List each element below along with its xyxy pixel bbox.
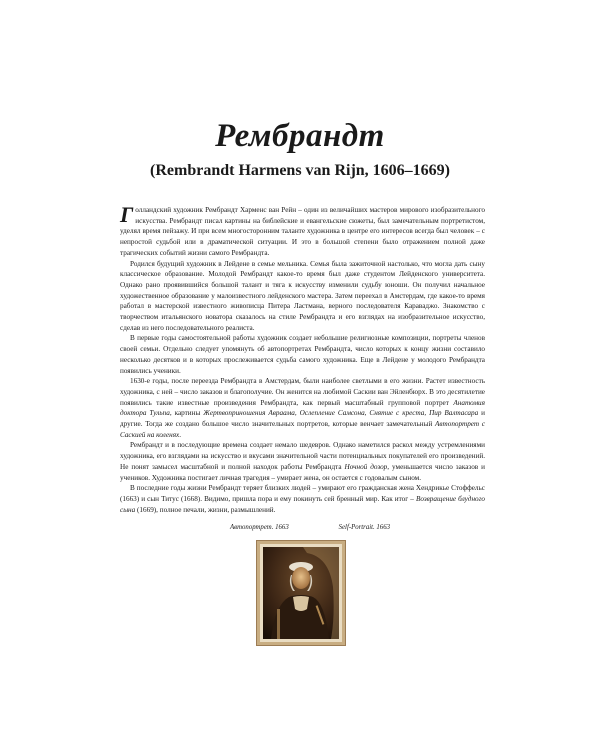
paragraph-4: 1630-е годы, после переезда Рембрандта в Амстердам, были наиболее светлыми в его жизни. Растет известность художника, с ней – число заказов и благополучие. Он женится на любимой Саскии ван Эйленбюрх. В это десятилетие появились такие известные произведения Рембрандта, как первый масштабный групповой портрет Анатомия доктора Тульпа, картины Жертвоприношения Авраама, Ослепление Самсона, Снятие с креста, Пир Валтасара и другие. Тогда же создано большое число значительных портретов, которые венчает замечательный Автопортрет с Саскией на коленях. bbox=[120, 377, 485, 439]
paragraph-2: Родился будущий художник в Лейдене в семье мельника. Семья была зажиточной настолько, что могла дать сыну классическое образование. Молодой Рембрандт какое-то время был даже студентом Лейденского университета. Однако рано проявившийся большой талант и тяга к искусству изменили судьбу юноши. Он получил начальное художественное образование у малоизвестного лейденского мастера. Затем переехал в Амстердам, где какое-то время работал в мастерской известного живописца Питера Ластмана, верного последователя Караваджо. Знакомство с творчеством итальянского новатора сказалось на стиле Рембрандта и его взглядах на изобразительное искусство, сделав из него последовательного реалиста. bbox=[120, 259, 485, 332]
page-title: Рембрандт bbox=[215, 118, 385, 154]
article-body bbox=[120, 202, 486, 515]
paragraph-6: В последние годы жизни Рембрандт теряет близких людей – умирают его гражданская жена Хендрикье Стоффельс (1663) и сын Титус (1668). Видимо, пришла пора и ему покинуть сей бренный мир. Как итог – Возвращение блудного сына (1669), полное печали, жизни, размышлений. bbox=[120, 484, 486, 514]
paragraph-5: Рембрандт и в последующие времена создает немало шедевров. Однако наметился раскол между устремлениями художника, его взглядами на искусство и вкусами значительной части потенциальных покупателей его произведений. Не понят замысел масштабной и полной находок работы Рембрандта Ночной дозор, уменьшается число заказов и учеников. Художника постигает личная трагедия – умирает жена, он остается с годовалым сыном. bbox=[120, 441, 485, 482]
paragraph-1: Голландский художник Рембрандт Харменс ван Рейн – один из величайших мастеров мирового изобразительного искусства. Рембрандт писал картины на библейские и евангельские сюжеты, был замечательным портретистом, уделял время пейзажу. И при всем многосторонним таланте художника в центре его интересов всегда был человек – с непростой судьбой или в драматической ситуации. И это в большой степени было отражением полной даже трагических событий жизни самого Рембрандта. bbox=[120, 202, 485, 257]
painting-frame bbox=[256, 540, 346, 646]
image-caption bbox=[230, 524, 390, 531]
self-portrait-painting bbox=[263, 547, 339, 639]
drop-cap: Г bbox=[120, 202, 134, 227]
caption-russian: Автопортрет. 1663 bbox=[230, 524, 289, 531]
caption-english: Self-Portrait. 1663 bbox=[338, 524, 390, 531]
paragraph-3: В первые годы самостоятельной работы художник создает небольшие религиозные композиции, портреты членов своей семьи. Отдельно следует упомянуть об автопортретах Рембрандта, число которых к концу жизни составило несколько десятков и в которых прослеживается судьба самого художника. Еще в Лейдене у молодого Рембрандта появились ученики. bbox=[120, 334, 485, 375]
painting-image bbox=[263, 547, 339, 639]
page-subtitle: (Rembrandt Harmens van Rijn, 1606–1669) bbox=[150, 162, 450, 179]
